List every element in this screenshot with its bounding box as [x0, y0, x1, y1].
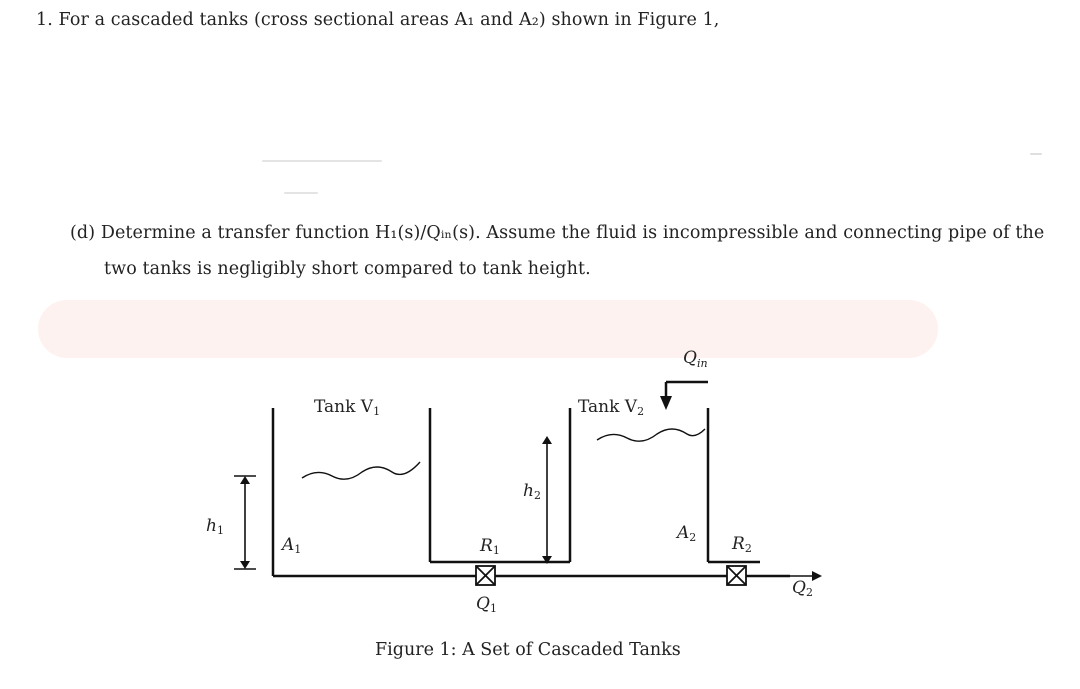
r1-label [480, 536, 500, 557]
valve-r1 [476, 566, 495, 585]
qin-sub: in [696, 357, 708, 370]
r2-main: R [732, 534, 745, 554]
q2-label [792, 578, 813, 599]
tank1-label-text: Tank V [314, 397, 374, 417]
qin-main: Q [683, 348, 697, 368]
part-d-text-line1: (d) Determine a transfer function H₁(s)/Qᵢₙ(s). Assume the fluid is incompressible and connecting pipe of the [70, 223, 1045, 243]
tank2-label-text: Tank V [578, 397, 638, 417]
h2-label [523, 481, 541, 502]
q1-label [476, 594, 497, 615]
a2-main: A [677, 523, 690, 543]
part-d-text-line2: two tanks is negligibly short compared to tank height. [104, 259, 591, 279]
q1-sub: 1 [489, 602, 497, 615]
a1-main: A [282, 535, 295, 555]
a1-sub: 1 [294, 543, 302, 556]
a2-sub: 2 [689, 531, 697, 544]
tank1-label-sub: 1 [373, 405, 381, 418]
r2-label [732, 534, 752, 555]
h2-main: h [523, 481, 534, 501]
valve-r2 [727, 566, 746, 585]
h1-label [206, 516, 224, 537]
inflow-arrowhead [660, 396, 672, 410]
q2-sub: 2 [805, 586, 813, 599]
r2-sub: 2 [744, 542, 752, 555]
r1-sub: 1 [492, 544, 500, 557]
r1-main: R [480, 536, 493, 556]
tank2-label-sub: 2 [637, 405, 645, 418]
tank1-label [314, 397, 380, 418]
a2-label [677, 523, 696, 544]
a1-label [282, 535, 301, 556]
qin-label [683, 348, 708, 370]
question-intro: 1. For a cascaded tanks (cross sectional areas A₁ and A₂) shown in Figure 1, [36, 10, 720, 30]
tank2-water-surface [597, 429, 705, 441]
h1-main: h [206, 516, 217, 536]
tank1-water-surface [302, 462, 420, 479]
h1-sub: 1 [216, 524, 224, 537]
q1-main: Q [476, 594, 490, 614]
h2-sub: 2 [533, 489, 541, 502]
tank2-label [578, 397, 644, 418]
q2-main: Q [792, 578, 806, 598]
q2-arrowhead [812, 571, 822, 581]
figure-caption: Figure 1: A Set of Cascaded Tanks [375, 640, 681, 660]
